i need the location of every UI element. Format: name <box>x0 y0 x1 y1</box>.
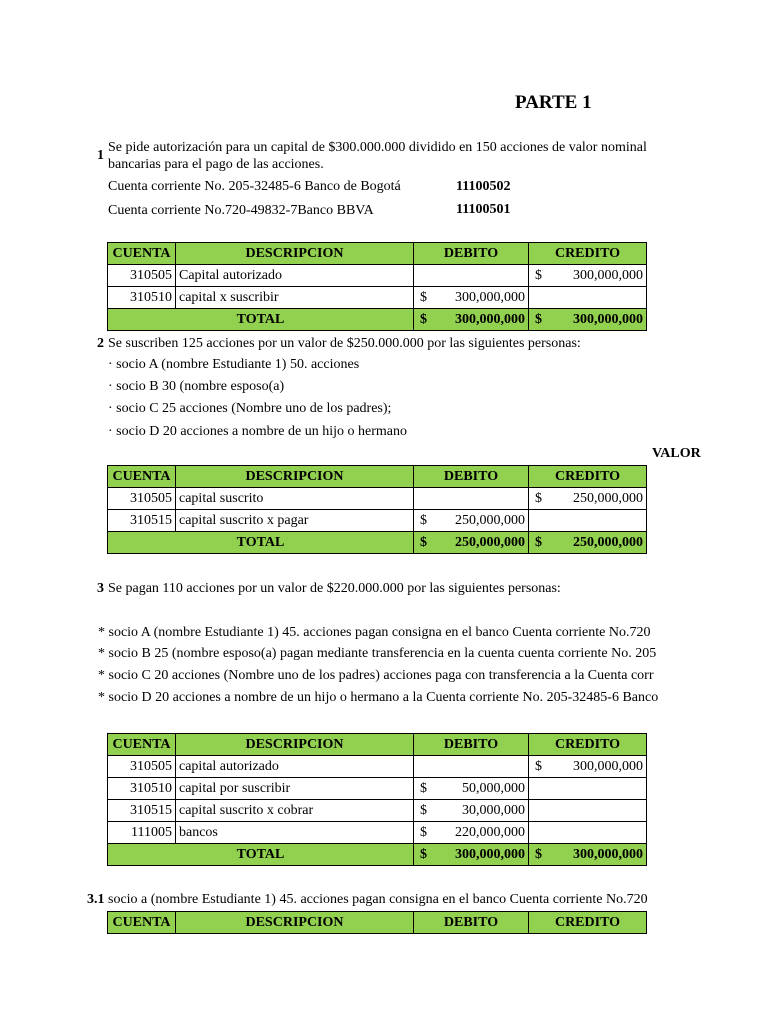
journal-table-3 <box>107 733 647 866</box>
item-3-number: 3 <box>97 581 104 596</box>
item-2-bullet: · socio B 30 (nombre esposo(a) <box>108 379 285 394</box>
cuenta-cell: 310505 <box>108 756 176 778</box>
valor-label: VALOR <box>652 446 701 461</box>
descripcion-cell: capital suscrito <box>176 488 414 510</box>
total-debito: $ 300,000,000 <box>414 309 529 331</box>
header-descripcion: DESCRIPCION <box>176 466 414 488</box>
header-debito: DEBITO <box>414 912 529 934</box>
credito-cell: $ 300,000,000 <box>529 756 647 778</box>
total-credito: $ 300,000,000 <box>529 844 647 866</box>
item-2-bullet: · socio C 25 acciones (Nombre uno de los padres); <box>108 401 392 416</box>
header-debito: DEBITO <box>414 243 529 265</box>
journal-table-2 <box>107 465 647 554</box>
cuenta-cell: 310510 <box>108 287 176 309</box>
cuenta-cell: 310505 <box>108 488 176 510</box>
cuenta-cell: 310515 <box>108 510 176 532</box>
credito-cell <box>529 800 647 822</box>
item-2-text: Se suscriben 125 acciones por un valor de $250.000.000 por las siguientes personas: <box>108 336 581 351</box>
item-2-bullet: · socio D 20 acciones a nombre de un hijo o hermano <box>108 424 407 439</box>
descripcion-cell: bancos <box>176 822 414 844</box>
journal-table-4 <box>107 911 647 934</box>
item-1-text-line1: Se pide autorización para un capital de $300.000.000 dividido en 150 acciones de valor nominal <box>108 140 647 155</box>
credito-cell: $ 250,000,000 <box>529 488 647 510</box>
header-debito: DEBITO <box>414 734 529 756</box>
table-row <box>108 265 647 287</box>
table-header-row <box>108 466 647 488</box>
descripcion-cell: capital suscrito x pagar <box>176 510 414 532</box>
descripcion-cell: capital suscrito x cobrar <box>176 800 414 822</box>
credito-cell: $ 300,000,000 <box>529 265 647 287</box>
header-cuenta: CUENTA <box>108 466 176 488</box>
account-2-code: 11100501 <box>456 202 511 217</box>
table-row <box>108 822 647 844</box>
account-2-label: Cuenta corriente No.720-49832-7Banco BBVA <box>108 203 374 218</box>
cuenta-cell: 310515 <box>108 800 176 822</box>
credito-cell <box>529 287 647 309</box>
table-header-row <box>108 912 647 934</box>
header-credito: CREDITO <box>529 734 647 756</box>
total-label: TOTAL <box>108 532 414 554</box>
total-row <box>108 844 647 866</box>
debito-cell <box>414 265 529 287</box>
debito-cell: $ 30,000,000 <box>414 800 529 822</box>
debito-cell: $ 50,000,000 <box>414 778 529 800</box>
cuenta-cell: 111005 <box>108 822 176 844</box>
total-label: TOTAL <box>108 309 414 331</box>
total-row <box>108 532 647 554</box>
debito-cell: $ 250,000,000 <box>414 510 529 532</box>
table-row <box>108 800 647 822</box>
item-1-text-line2: bancarias para el pago de las acciones. <box>108 157 324 172</box>
item-1-number: 1 <box>97 148 104 163</box>
debito-cell: $ 300,000,000 <box>414 287 529 309</box>
account-1-code: 11100502 <box>456 179 511 194</box>
total-label: TOTAL <box>108 844 414 866</box>
header-cuenta: CUENTA <box>108 243 176 265</box>
cuenta-cell: 310510 <box>108 778 176 800</box>
item-2-bullet: · socio A (nombre Estudiante 1) 50. acciones <box>108 357 360 372</box>
item-2-number: 2 <box>97 336 104 351</box>
item-3-1-number: 3.1 <box>87 892 105 907</box>
table-row <box>108 287 647 309</box>
debito-cell <box>414 756 529 778</box>
item-3-bullet: * socio B 25 (nombre esposo(a) pagan mediante transferencia en la cuenta cuenta corriente No. 205 <box>98 646 657 661</box>
item-3-bullet: * socio D 20 acciones a nombre de un hijo o hermano a la Cuenta corriente No. 205-32485-6 Banco <box>98 690 659 705</box>
item-3-bullet: * socio C 20 acciones (Nombre uno de los padres) acciones paga con transferencia a la Cuenta corr <box>98 668 654 683</box>
header-credito: CREDITO <box>529 912 647 934</box>
item-3-text: Se pagan 110 acciones por un valor de $220.000.000 por las siguientes personas: <box>108 581 561 596</box>
total-row <box>108 309 647 331</box>
table-header-row <box>108 734 647 756</box>
page-title: PARTE 1 <box>515 92 592 113</box>
item-3-1-text: socio a (nombre Estudiante 1) 45. acciones pagan consigna en el banco Cuenta corriente No.720 <box>108 892 648 907</box>
descripcion-cell: capital por suscribir <box>176 778 414 800</box>
header-descripcion: DESCRIPCION <box>176 243 414 265</box>
journal-table-1 <box>107 242 647 331</box>
total-credito: $ 250,000,000 <box>529 532 647 554</box>
descripcion-cell: Capital autorizado <box>176 265 414 287</box>
credito-cell <box>529 822 647 844</box>
descripcion-cell: capital x suscribir <box>176 287 414 309</box>
credito-cell <box>529 510 647 532</box>
header-cuenta: CUENTA <box>108 734 176 756</box>
descripcion-cell: capital autorizado <box>176 756 414 778</box>
header-credito: CREDITO <box>529 466 647 488</box>
debito-cell: $ 220,000,000 <box>414 822 529 844</box>
item-3-bullet: * socio A (nombre Estudiante 1) 45. acciones pagan consigna en el banco Cuenta corriente No.720 <box>98 625 651 640</box>
total-debito: $ 250,000,000 <box>414 532 529 554</box>
table-row <box>108 756 647 778</box>
header-descripcion: DESCRIPCION <box>176 912 414 934</box>
credito-cell <box>529 778 647 800</box>
header-descripcion: DESCRIPCION <box>176 734 414 756</box>
header-credito: CREDITO <box>529 243 647 265</box>
header-cuenta: CUENTA <box>108 912 176 934</box>
table-header-row <box>108 243 647 265</box>
table-row <box>108 488 647 510</box>
table-row <box>108 510 647 532</box>
total-debito: $ 300,000,000 <box>414 844 529 866</box>
table-row <box>108 778 647 800</box>
total-credito: $ 300,000,000 <box>529 309 647 331</box>
account-1-label: Cuenta corriente No. 205-32485-6 Banco de Bogotá <box>108 179 401 194</box>
cuenta-cell: 310505 <box>108 265 176 287</box>
header-debito: DEBITO <box>414 466 529 488</box>
debito-cell <box>414 488 529 510</box>
